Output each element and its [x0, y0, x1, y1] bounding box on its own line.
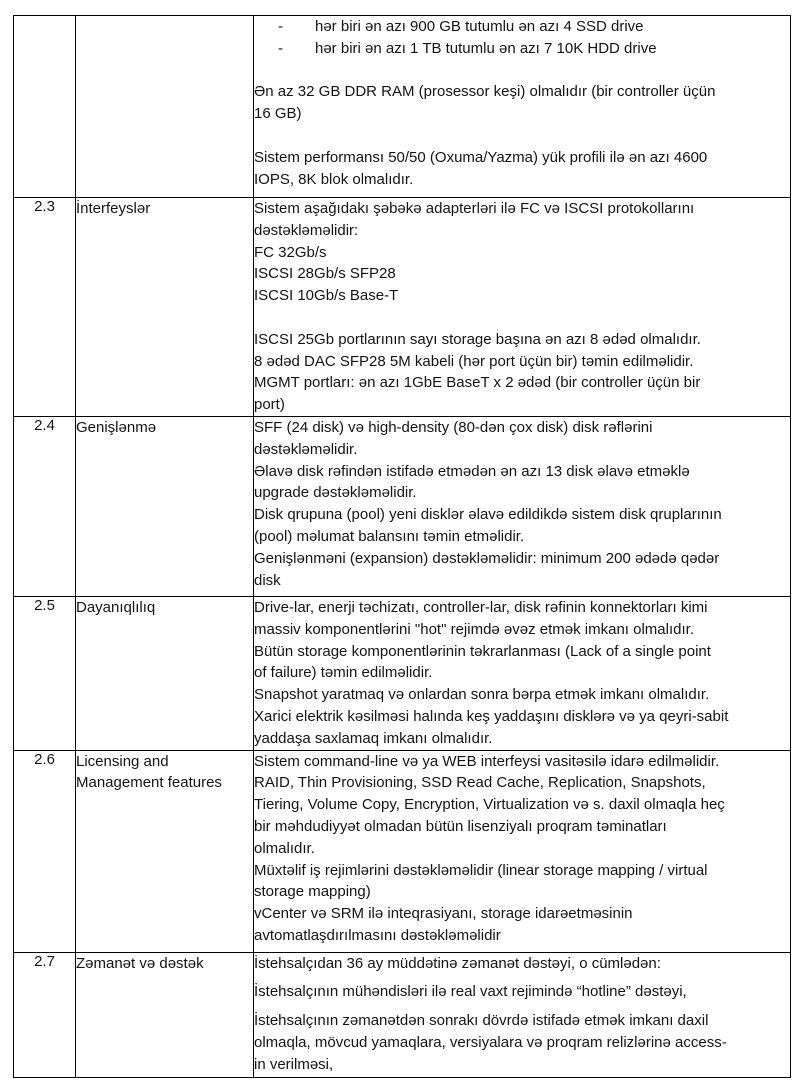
text-line: MGMT portları: ən azı 1GbE BaseT x 2 ədəd (bir controller üçün bir [254, 374, 701, 392]
text-line: Ən az 32 GB DDR RAM (prosessor keşi) olmalıdır (bir controller üçün [254, 83, 716, 101]
text-line: Müxtəlif iş rejimlərini dəstəkləməlidir (linear storage mapping / virtual [254, 861, 708, 879]
row-description [254, 952, 791, 1077]
text-line: Əlavə disk rəfindən istifadə etmədən ən azı 13 disk əlavə etməklə [254, 462, 690, 480]
text-line: Bütün storage komponentlərinin təkrarlanması (Lack of a single point [254, 642, 711, 660]
row-description [254, 198, 791, 417]
text-line: Sistem command-line və ya WEB interfeysi vasitəsilə idarə edilməlidir. [254, 752, 720, 770]
row-number: 2.5 [14, 597, 76, 751]
blank-line [254, 125, 790, 147]
text-line: İstehsalçının zəmanətdən sonrakı dövrdə istifadə etmək imkanı daxil [254, 1012, 709, 1030]
table-row [14, 952, 791, 1077]
text-line: ISCSI 28Gb/s SFP28 [254, 265, 396, 283]
text-line: ISCSI 10Gb/s Base-T [254, 287, 399, 305]
text-line: avtomatlaşdırılmasını dəstəkləməlidir [254, 926, 501, 944]
text-line: Genişlənməni (expansion) dəstəkləməlidir: minimum 200 ədədə qədər [254, 549, 720, 567]
text-line: Disk qrupuna (pool) yeni disklər əlavə edildikdə sistem disk qruplarının [254, 506, 722, 524]
row-label: İnterfeyslər [76, 198, 254, 417]
text-line: Xarici elektrik kəsilməsi halında keş yaddaşını disklərə və ya qeyri-sabit [254, 707, 729, 725]
text-line: olmalıdır. [254, 839, 315, 857]
table-row [14, 750, 791, 952]
text-line: ISCSI 25Gb portlarının sayı storage başına ən azı 8 ədəd olmalıdır. [254, 330, 701, 348]
blank-line [254, 307, 790, 329]
row-description [254, 417, 791, 597]
text-line: Sistem performansı 50/50 (Oxuma/Yazma) yük profili ilə ən azı 4600 [254, 148, 708, 166]
text-line: FC 32Gb/s [254, 243, 327, 261]
row-description [254, 750, 791, 952]
row-label: Licensing and Management features [76, 750, 254, 952]
text-line: in verilməsi, [254, 1055, 334, 1073]
row-number: 2.4 [14, 417, 76, 597]
text-line: disk [254, 571, 281, 589]
text-line: (pool) məlumat balansını təmin etməlidir. [254, 527, 525, 545]
text-line: dəstəkləməlidir. [254, 440, 358, 458]
row-label: Zəmanət və dəstək [76, 952, 254, 1077]
text-line: İstehsalçının mühəndisləri ilə real vaxt rejimində “hotline” dəstəyi, [254, 983, 687, 1001]
text-line: İstehsalçıdan 36 ay müddətinə zəmanət dəstəyi, o cümlədən: [254, 954, 661, 972]
table-row [14, 597, 791, 751]
row-number [14, 16, 76, 198]
text-line: IOPS, 8K blok olmalıdır. [254, 170, 414, 188]
bullet-line [254, 38, 790, 60]
row-label: Dayanıqlılıq [76, 597, 254, 751]
text-line: yaddaşa saxlamaq imkanı olmalıdır. [254, 729, 493, 747]
table-row [14, 417, 791, 597]
text-line: Sistem aşağıdakı şəbəkə adapterləri ilə FC və ISCSI protokollarını [254, 200, 695, 217]
text-line: massiv komponentlərini "hot" rejimdə əvəz etmək imkanı olmalıdır. [254, 620, 694, 638]
text-line: SFF (24 disk) və high-density (80-dən çox disk) disk rəflərini [254, 419, 653, 436]
blank-line [254, 60, 790, 82]
bullet-text: hər biri ən azı 1 TB tutumlu ən azı 7 10K HDD drive [315, 39, 657, 57]
row-label: Genişlənmə [76, 417, 254, 597]
table-row [14, 16, 791, 198]
text-line: RAID, Thin Provisioning, SSD Read Cache, Replication, Snapshots, [254, 774, 706, 792]
text-line: upgrade dəstəkləməlidir. [254, 484, 417, 502]
text-line: 16 GB) [254, 105, 302, 123]
text-line: 8 ədəd DAC SFP28 5M kabeli (hər port üçün bir) təmin edilməlidir. [254, 352, 694, 370]
spec-table [13, 15, 791, 1078]
row-number: 2.7 [14, 952, 76, 1077]
table-row [14, 198, 791, 417]
text-line: dəstəkləməlidir: [254, 221, 359, 239]
row-number: 2.3 [14, 198, 76, 417]
spec-table-container [13, 15, 791, 1078]
text-line: port) [254, 396, 285, 414]
text-line: olmaqla, mövcud yamaqlara, versiyalara və proqram relizlərinə access- [254, 1033, 727, 1051]
text-line: Tiering, Volume Copy, Encryption, Virtualization və s. daxil olmaqla heç [254, 796, 725, 814]
row-description [254, 597, 791, 751]
text-line: bir məhdudiyyət olmadan bütün lisenziyalı proqram təminatları [254, 817, 667, 835]
row-label [76, 16, 254, 198]
text-line: Drive-lar, enerji təchizatı, controller-lar, disk rəfinin konnektorları kimi [254, 599, 708, 616]
bullet-line [254, 16, 790, 38]
spec-table-body [14, 16, 791, 1078]
bullet-text: hər biri ən azı 900 GB tutumlu ən azı 4 SSD drive [315, 18, 644, 35]
text-line: vCenter və SRM ilə inteqrasiyanı, storage idarəetməsinin [254, 905, 633, 923]
row-description [254, 16, 791, 198]
bullet-dash-icon: - [278, 39, 283, 57]
bullet-dash-icon: - [278, 18, 283, 35]
text-line: of failure) təmin edilməlidir. [254, 664, 433, 682]
row-number: 2.6 [14, 750, 76, 952]
text-line: storage mapping) [254, 883, 371, 901]
text-line: Snapshot yaratmaq və onlardan sonra bərpa etmək imkanı olmalıdır. [254, 686, 710, 704]
